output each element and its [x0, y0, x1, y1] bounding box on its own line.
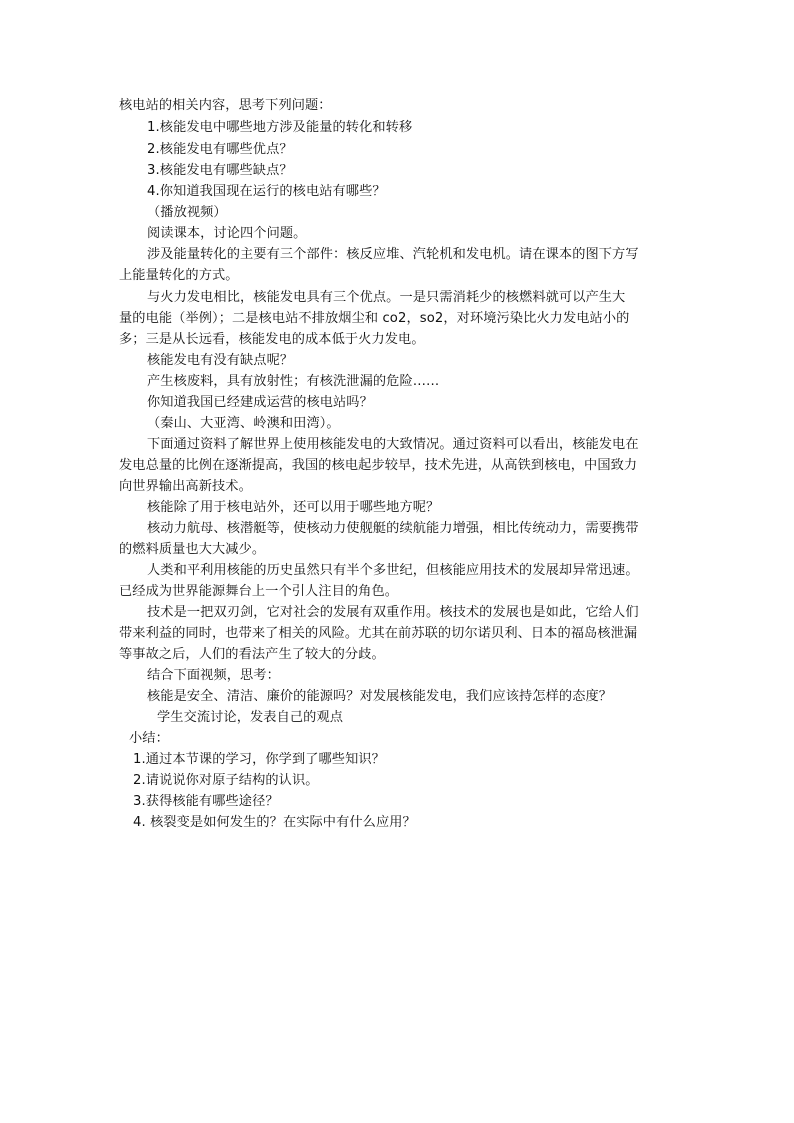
- text-line: 涉及能量转化的主要有三个部件：核反应堆、汽轮机和发电机。请在课本的图下方写: [147, 247, 639, 262]
- text-line: 已经成为世界能源舞台上一个引人注目的角色。: [119, 584, 399, 599]
- text-line: 阅读课本，讨论四个问题。: [147, 226, 307, 241]
- text-line: 带来利益的同时，也带来了相关的风险。尤其在前苏联的切尔诺贝利、日本的福岛核泄漏: [119, 626, 638, 641]
- text-line: 你知道我国已经建成运营的核电站吗？: [147, 395, 373, 410]
- summary-item: 1.通过本节课的学习，你学到了哪些知识？: [133, 752, 385, 767]
- text-line: 结合下面视频，思考：: [147, 668, 280, 683]
- text-line: 产生核废料，具有放射性；有核洗泄漏的危险……: [147, 374, 440, 389]
- text-line: 核电站的相关内容，思考下列问题：: [119, 98, 332, 113]
- text-line: 的燃料质量也大大减少。: [119, 542, 266, 557]
- question-item: 4.你知道我国现在运行的核电站有哪些？: [147, 184, 386, 199]
- text-line: 核能除了用于核电站外，还可以用于哪些地方呢？: [147, 500, 440, 515]
- text-line: （秦山、大亚湾、岭澳和田湾）。: [147, 416, 340, 431]
- text-line: 多；三是从长远看，核能发电的成本低于火力发电。: [119, 332, 425, 347]
- text-line: （播放视频）: [147, 205, 227, 220]
- summary-heading: 小结：: [129, 731, 169, 746]
- question-item: 1.核能发电中哪些地方涉及能量的转化和转移: [147, 120, 413, 135]
- question-item: 2.核能发电有哪些优点？: [147, 142, 293, 157]
- text-line: 学生交流讨论，发表自己的观点: [157, 710, 344, 725]
- text-line: 上能量转化的方式。: [119, 268, 239, 283]
- text-line: 向世界输出高新技术。: [119, 479, 252, 494]
- text-line: 与火力发电相比，核能发电具有三个优点。一是只需消耗少的核燃料就可以产生大: [147, 290, 626, 305]
- text-line: 量的电能（举例）；二是核电站不排放烟尘和 co2，so2，对环境污染比火力发电站小的: [119, 311, 630, 326]
- text-line: 核能是安全、清洁、廉价的能源吗？对发展核能发电，我们应该持怎样的态度？: [147, 689, 613, 704]
- text-line: 下面通过资料了解世界上使用核能发电的大致情况。通过资料可以看出，核能发电在: [147, 437, 639, 452]
- summary-item: 3.获得核能有哪些途径？: [133, 794, 279, 809]
- summary-item: 4. 核裂变是如何发生的？在实际中有什么应用？: [133, 815, 416, 830]
- text-line: 核能发电有没有缺点呢？: [147, 353, 294, 368]
- text-line: 发电总量的比例在逐渐提高，我国的核电起步较早，技术先进，从高铁到核电，中国致力: [119, 458, 638, 473]
- text-line: 核动力航母、核潜艇等，使核动力使舰艇的续航能力增强，相比传统动力，需要携带: [147, 521, 639, 536]
- text-line: 人类和平利用核能的历史虽然只有半个多世纪，但核能应用技术的发展却异常迅速。: [147, 563, 639, 578]
- text-line: 技术是一把双刃剑，它对社会的发展有双重作用。核技术的发展也是如此，它给人们: [147, 605, 639, 620]
- question-item: 3.核能发电有哪些缺点？: [147, 163, 293, 178]
- summary-item: 2.请说说你对原子结构的认识。: [133, 773, 319, 788]
- text-line: 等事故之后，人们的看法产生了较大的分歧。: [119, 647, 385, 662]
